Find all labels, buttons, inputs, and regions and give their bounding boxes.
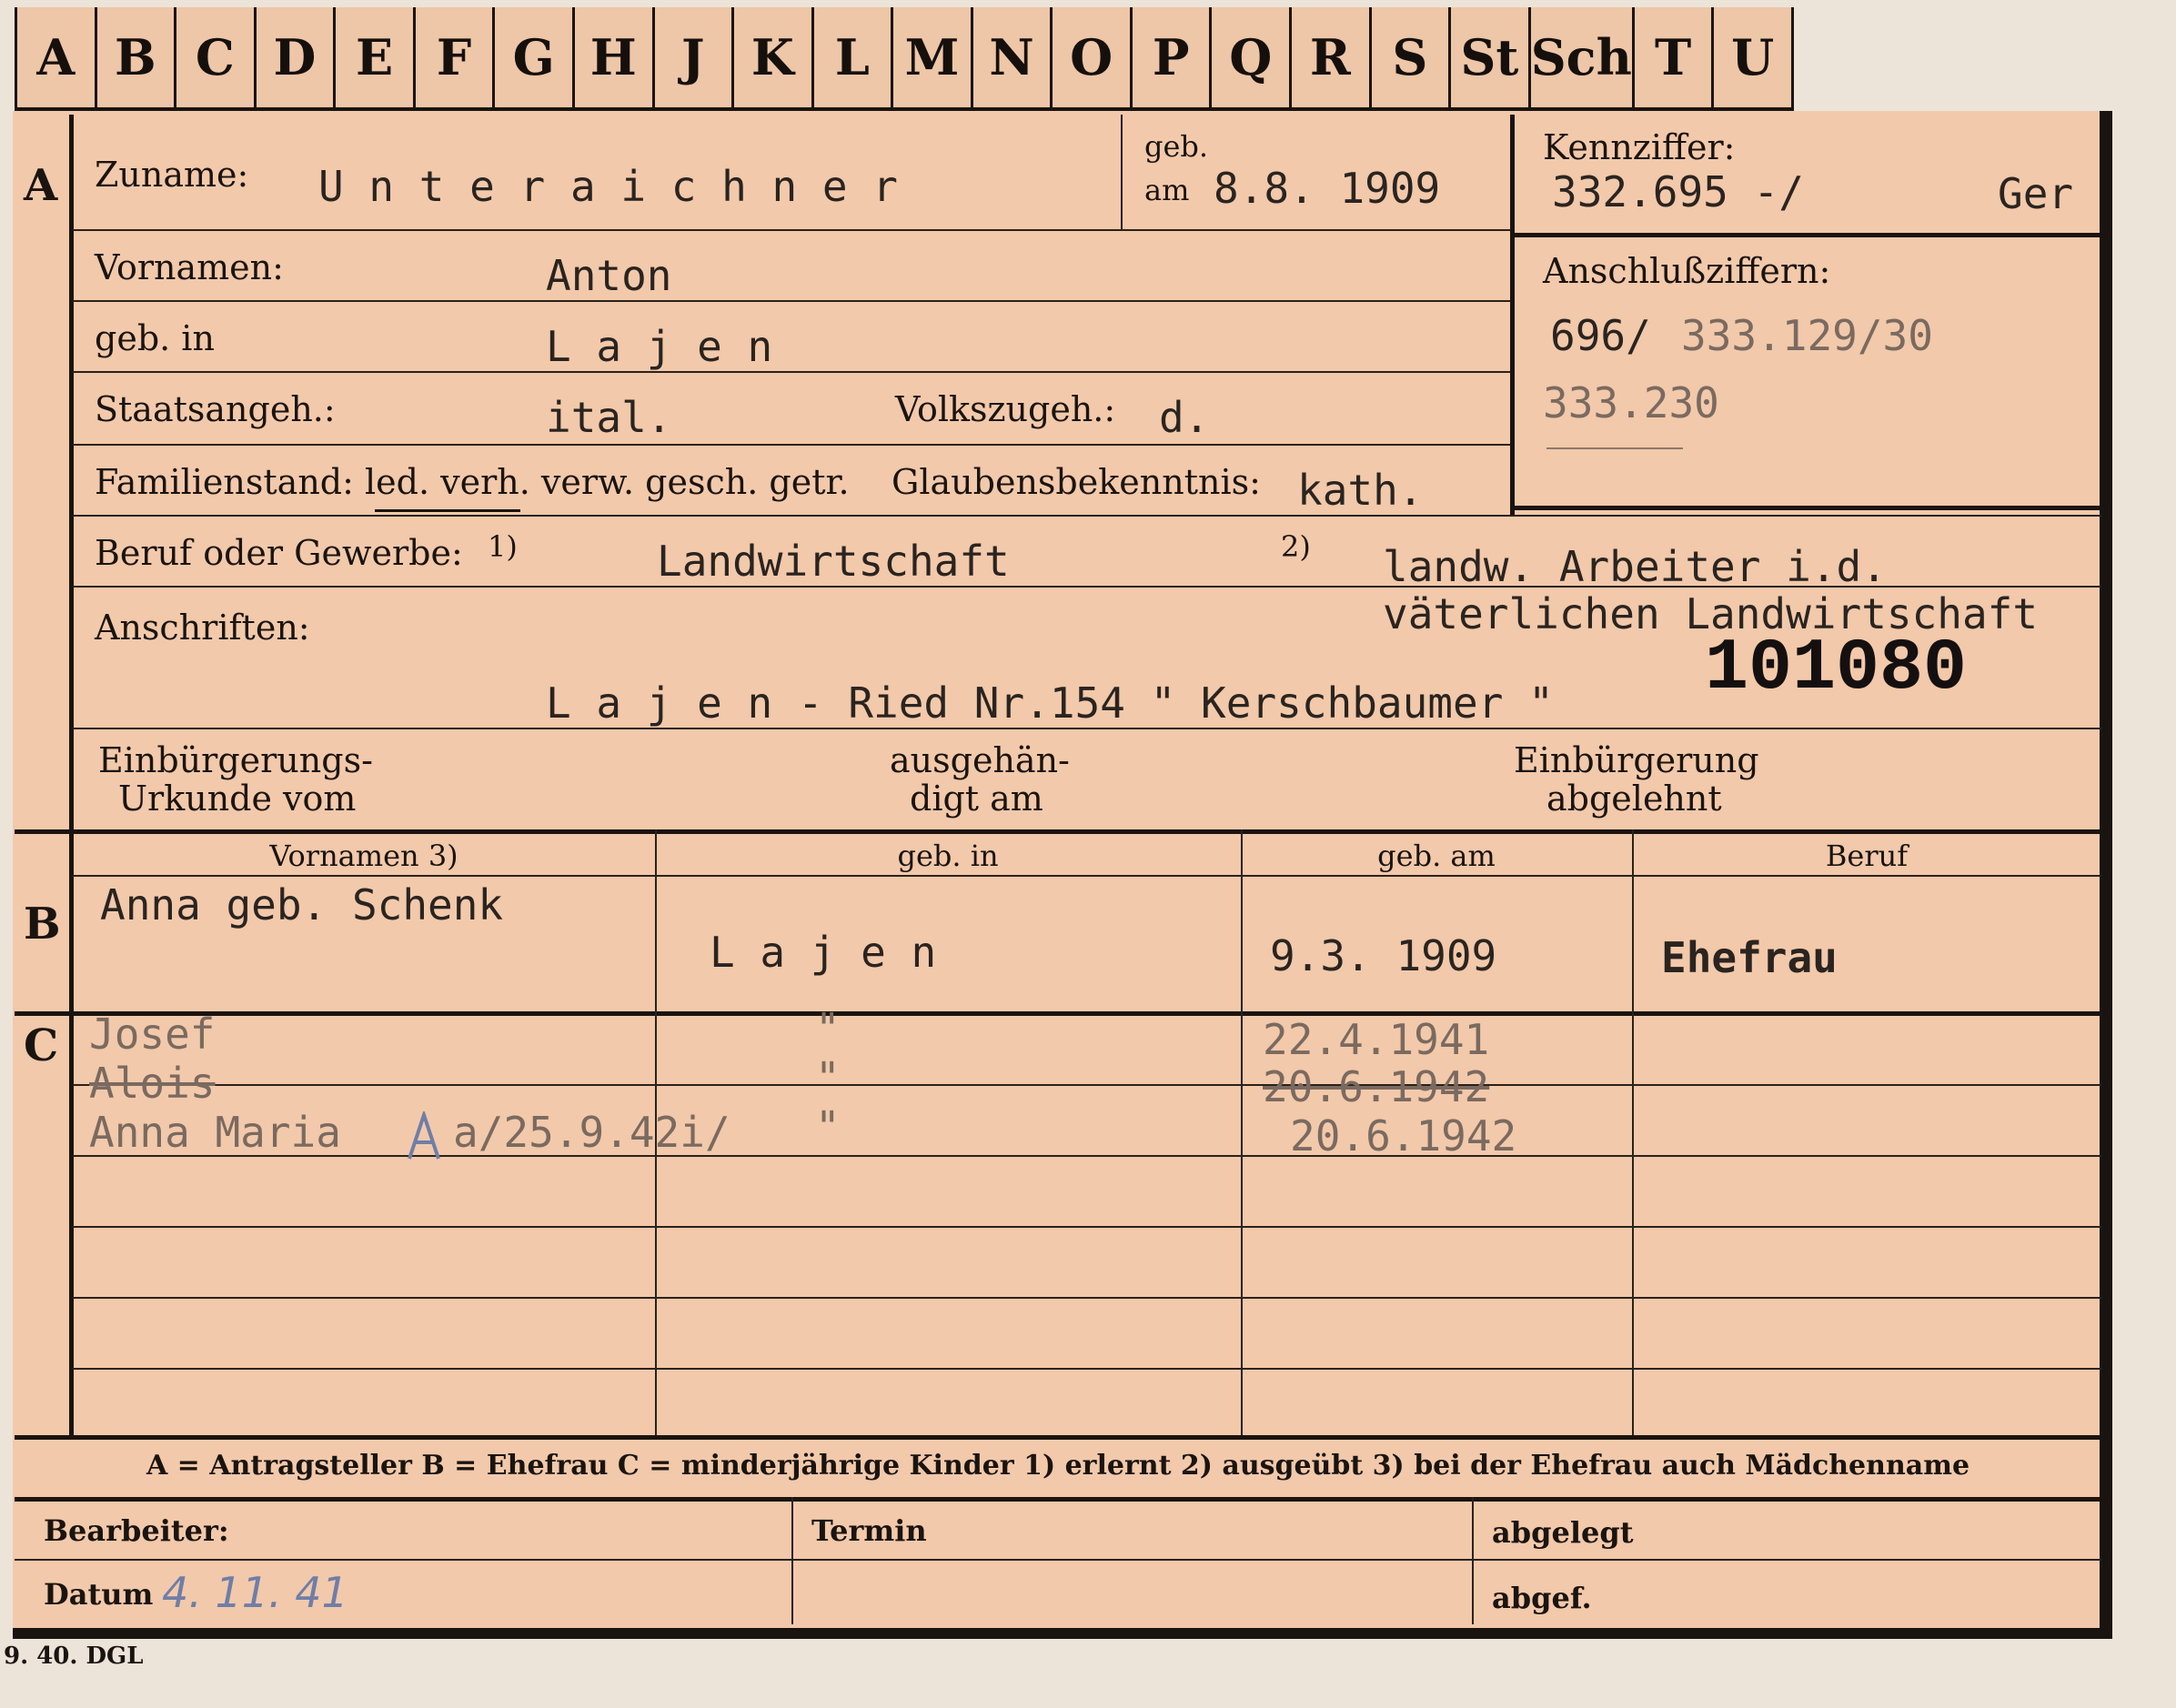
row-line <box>73 229 1510 231</box>
id-box-mid <box>1510 233 2101 237</box>
alphabet-tab: O <box>1053 7 1133 107</box>
id-box-bottom <box>1510 506 2101 510</box>
alphabet-tab: P <box>1133 7 1213 107</box>
spouse-name: Anna geb. Schenk <box>100 880 504 929</box>
alphabet-tab: U <box>1714 7 1794 107</box>
surname-label: Zuname: <box>95 155 249 195</box>
marital-underline <box>375 509 520 512</box>
alphabet-tab: L <box>814 7 894 107</box>
date-label: Datum <box>44 1577 154 1612</box>
legend-top-line <box>15 1435 2101 1440</box>
address-label: Anschriften: <box>95 608 310 648</box>
alphabet-tab: Q <box>1212 7 1292 107</box>
stamp-number: 101080 <box>1705 628 1968 710</box>
col-divider-3 <box>1632 829 1634 1435</box>
alphabet-tab: H <box>575 7 655 107</box>
row-line <box>73 300 1510 302</box>
ethnicity-label: Volkszugeh.: <box>895 389 1116 429</box>
filed-label: abgelegt <box>1492 1515 1634 1550</box>
firstname-label: Vornamen: <box>95 247 284 287</box>
print-mark: 9. 40. DGL <box>4 1643 144 1670</box>
row-line <box>73 728 2101 729</box>
alphabet-tab: N <box>973 7 1053 107</box>
occupation-practiced-1: landw. Arbeiter i.d. <box>1383 542 1887 591</box>
clerk-label: Bearbeiter: <box>44 1513 229 1548</box>
child-name: Anna Maria <box>89 1108 341 1157</box>
spouse-occupation: Ehefrau <box>1661 933 1838 982</box>
footer-divider-2 <box>1472 1497 1474 1624</box>
born-label-top: geb. <box>1144 129 1209 164</box>
alphabet-tab: G <box>495 7 575 107</box>
header-occupation: Beruf <box>1825 839 1909 873</box>
date-value: 4. 11. 41 <box>162 1568 348 1617</box>
child-row-line <box>73 1084 2101 1086</box>
alphabet-tab: D <box>257 7 337 107</box>
alphabet-tab: J <box>655 7 735 107</box>
alphabet-tab: Sch <box>1531 7 1635 107</box>
alphabet-tab: R <box>1292 7 1372 107</box>
rejected-label-2: abgelehnt <box>1546 779 1722 819</box>
section-a-marker: A <box>24 160 58 211</box>
row-line <box>73 371 1510 373</box>
child-born: 20.6.1942 <box>1263 1062 1490 1111</box>
section-divider-b <box>15 829 2101 834</box>
born-divider <box>1121 115 1123 229</box>
child-row-line <box>73 1226 2101 1228</box>
handed-out-label-2: digt am <box>910 779 1043 819</box>
alphabet-tab: C <box>176 7 257 107</box>
cross-mark-icon <box>406 1111 442 1160</box>
alphabet-tab-row <box>15 7 1794 111</box>
header-line <box>73 875 2101 877</box>
header-birthplace: geb. in <box>897 839 999 873</box>
child-born: 22.4.1941 <box>1263 1015 1490 1064</box>
spouse-born: 9.3. 1909 <box>1270 931 1497 980</box>
alphabet-tab: S <box>1372 7 1452 107</box>
firstname-value: Anton <box>546 251 672 300</box>
alphabet-tab: K <box>734 7 814 107</box>
occupation-label: Beruf oder Gewerbe: <box>95 533 463 573</box>
religion-value: kath. <box>1297 466 1424 515</box>
birthplace-label: geb. in <box>95 318 215 358</box>
link-number-2: 333.230 <box>1543 378 1719 427</box>
child-birthplace: " <box>815 1004 841 1053</box>
marital-status-label: Familienstand: led. verh. verw. gesch. getr. <box>95 462 850 502</box>
header-born: geb. am <box>1377 839 1496 873</box>
born-label-prefix: am <box>1144 173 1190 207</box>
legend: A = Antragsteller B = Ehefrau C = minderjährige Kinder 1) erlernt 2) ausgeübt 3) bei der Ehefrau auch Mädchenname <box>146 1450 1970 1482</box>
col-divider-2 <box>1241 829 1243 1435</box>
child-name: Josef <box>89 1010 216 1059</box>
footer-mid-line <box>15 1559 2101 1561</box>
handed-out-label-1: ausgehän- <box>890 740 1070 780</box>
child-note: a/25.9.42i/ <box>453 1108 730 1157</box>
address-value: L a j e n - Ried Nr.154 " Kerschbaumer " <box>546 678 1554 728</box>
id-value: 332.695 -/ <box>1552 167 1804 216</box>
id-box-left <box>1510 115 1515 515</box>
alphabet-tab: St <box>1451 7 1531 107</box>
id-label: Kennziffer: <box>1543 127 1736 167</box>
row-line <box>73 515 2101 517</box>
alphabet-tab: A <box>15 7 97 107</box>
spouse-birthplace: L a j e n <box>710 928 937 977</box>
child-birthplace: " <box>815 1053 841 1102</box>
link-number-1a: 696/ <box>1550 311 1651 360</box>
naturalization-label-2: Urkunde vom <box>118 779 357 819</box>
alphabet-tab: T <box>1635 7 1715 107</box>
born-value: 8.8. 1909 <box>1214 164 1441 213</box>
id-suffix: Ger <box>1998 169 2074 218</box>
citizenship-label: Staatsangeh.: <box>95 389 336 429</box>
child-row-line <box>73 1155 2101 1157</box>
filed2-label: abgef. <box>1492 1581 1592 1615</box>
deadline-label: Termin <box>811 1513 927 1548</box>
link-underline <box>1546 447 1683 449</box>
child-name: Alois <box>89 1059 216 1108</box>
alphabet-tab: E <box>336 7 416 107</box>
link-number-1b: 333.129/30 <box>1681 311 1933 360</box>
footer-divider-1 <box>791 1497 793 1624</box>
occupation-practiced-2: väterlichen Landwirtschaft <box>1383 589 2039 638</box>
citizenship-value: ital. <box>546 393 672 442</box>
surname-value: U n t e r a i c h n e r <box>318 162 898 211</box>
legend-bottom-line <box>15 1497 2101 1502</box>
child-birthplace: " <box>815 1102 841 1151</box>
rejected-label-1: Einbürgerung <box>1514 740 1759 780</box>
alphabet-tab: B <box>97 7 177 107</box>
section-b-marker: B <box>24 899 61 949</box>
child-row-line <box>73 1368 2101 1370</box>
link-numbers-label: Anschlußziffern: <box>1543 251 1831 291</box>
religion-label: Glaubensbekenntnis: <box>892 462 1261 502</box>
occupation-learned: Landwirtschaft <box>657 537 1010 586</box>
ethnicity-value: d. <box>1159 393 1210 442</box>
occupation-note-2: 2) <box>1281 529 1311 564</box>
header-firstnames: Vornamen 3) <box>269 839 458 873</box>
row-line <box>73 444 1510 446</box>
left-margin-line <box>69 115 74 1437</box>
alphabet-tab: M <box>893 7 973 107</box>
section-c-marker: C <box>24 1020 59 1071</box>
birthplace-value: L a j e n <box>546 322 773 371</box>
child-row-line <box>73 1297 2101 1299</box>
occupation-note-1: 1) <box>488 529 518 564</box>
section-divider-c <box>15 1011 2101 1016</box>
child-born: 20.6.1942 <box>1290 1111 1517 1160</box>
alphabet-tab: F <box>416 7 496 107</box>
naturalization-label-1: Einbürgerungs- <box>98 740 373 780</box>
